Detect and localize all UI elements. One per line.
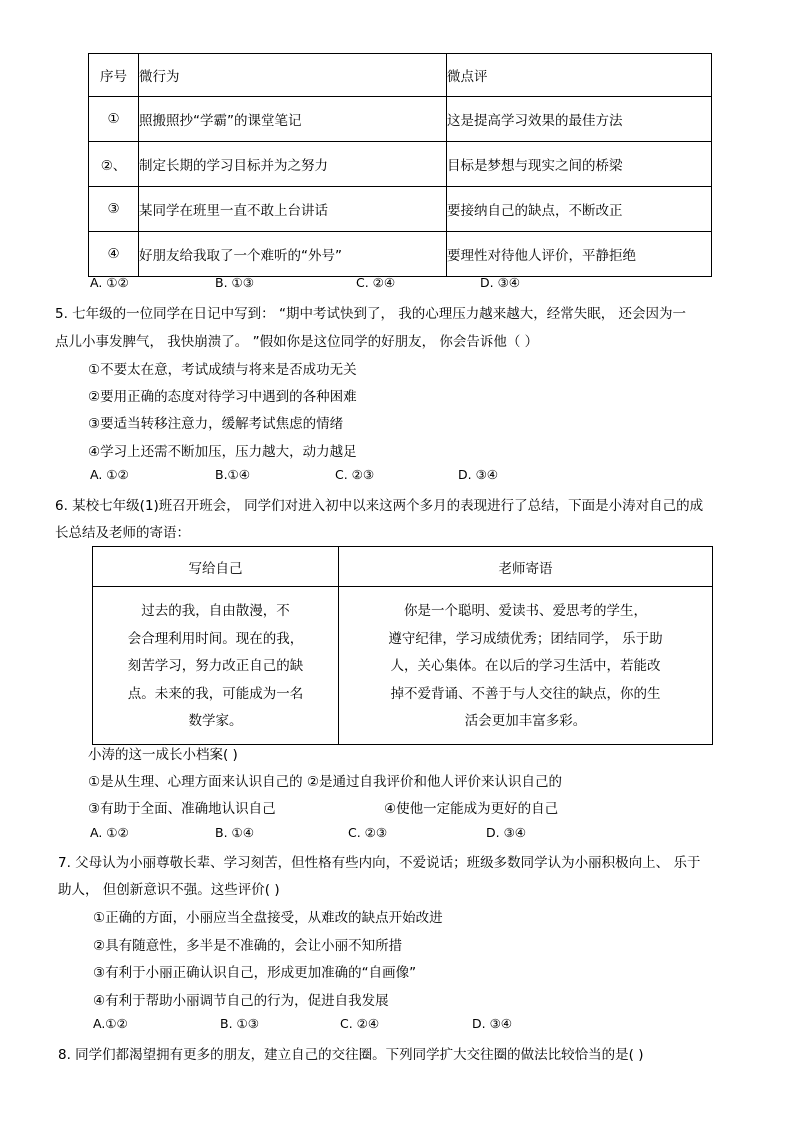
- teacher-note-line: 遵守纪律，学习成绩优秀；团结同学， 乐于助: [388, 630, 663, 647]
- q5-item-2: ②要用正确的态度对待学习中遇到的各种困难: [88, 389, 357, 405]
- header-teacher: 老师寄语: [339, 547, 713, 587]
- q6-stem-line2: 长总结及老师的寄语：: [55, 525, 190, 541]
- q7-option-b: B. ①③: [220, 1016, 259, 1031]
- q6-item-3: ③有助于全面、准确地认识自己: [88, 801, 276, 817]
- row-behavior: 好朋友给我取了一个难听的“外号”: [139, 232, 447, 277]
- q7-option-c: C. ②④: [340, 1016, 380, 1031]
- q6-stem-line1: 6. 某校七年级(1)班召开班会， 同学们对进入初中以来这两个多月的表现进行了总结，下面是小涛对自己的成: [55, 498, 704, 514]
- growth-table: [92, 546, 713, 745]
- q6-option-d: D. ③④: [486, 825, 526, 840]
- growth-table-header: [93, 547, 713, 587]
- table-row: [89, 97, 712, 142]
- q6-option-b: B. ①④: [215, 825, 254, 840]
- self-note-line: 数学家。: [188, 713, 243, 729]
- q7-item-4: ④有利于帮助小丽调节自己的行为，促进自我发展: [93, 993, 389, 1009]
- q7-option-d: D. ③④: [472, 1016, 512, 1031]
- row-behavior: 某同学在班里一直不敢上台讲话: [139, 187, 447, 232]
- q7-option-a: A.①②: [93, 1016, 128, 1031]
- teacher-note-line: 掉不爱背诵、不善于与人交往的缺点，你的生: [390, 685, 661, 702]
- self-note-cell: [93, 587, 339, 745]
- q4-option-a: A. ①②: [90, 275, 129, 290]
- row-comment: 要接纳自己的缺点，不断改正: [447, 187, 712, 232]
- table-header-row: [89, 54, 712, 97]
- row-comment: 目标是梦想与现实之间的桥梁: [447, 142, 712, 187]
- table-row: [89, 142, 712, 187]
- header-behavior: 微行为: [139, 54, 447, 97]
- q5-item-1: ①不要太在意，考试成绩与将来是否成功无关: [88, 362, 357, 378]
- row-number: ③: [89, 187, 139, 232]
- q4-option-c: C. ②④: [356, 275, 396, 290]
- q5-option-c: C. ②③: [335, 467, 375, 482]
- teacher-note-line: 活会更加丰富多彩。: [464, 713, 587, 729]
- q6-stem: 小涛的这一成长小档案( ): [88, 747, 238, 763]
- row-number: ④: [89, 232, 139, 277]
- growth-table-body: [93, 587, 713, 745]
- q7-stem-line2: 助人， 但创新意识不强。这些评价( ): [58, 882, 280, 898]
- q4-option-b: B. ①③: [215, 275, 254, 290]
- header-self: 写给自己: [93, 547, 339, 587]
- row-comment: 这是提高学习效果的最佳方法: [447, 97, 712, 142]
- q5-item-3: ③要适当转移注意力，缓解考试焦虑的情绪: [88, 416, 344, 432]
- self-note-line: 过去的我，自由散漫，不: [141, 603, 290, 619]
- q8-stem-line1: 8. 同学们都渴望拥有更多的朋友，建立自己的交往圈。下列同学扩大交往圈的做法比较恰当的是( ): [58, 1047, 644, 1063]
- table-row: [89, 187, 712, 232]
- teacher-note-line: 人，关心集体。在以后的学习生活中，若能改: [390, 658, 661, 674]
- q4-option-d: D. ③④: [480, 275, 520, 290]
- teacher-note-line: 你是一个聪明、爱读书、爱思考的学生，: [404, 603, 647, 619]
- row-number: ①: [89, 97, 139, 142]
- header-comment: 微点评: [447, 54, 712, 97]
- q5-item-4: ④学习上还需不断加压，压力越大，动力越足: [88, 444, 357, 460]
- q5-option-b: B.①④: [215, 467, 250, 482]
- self-note-line: 点。未来的我，可能成为一名: [127, 685, 304, 702]
- row-number: ②、: [89, 142, 139, 187]
- q7-item-3: ③有利于小丽正确认识自己，形成更加准确的“自画像”: [93, 965, 417, 981]
- row-comment: 要理性对待他人评价，平静拒绝: [447, 232, 712, 277]
- row-behavior: 照搬照抄“学霸”的课堂笔记: [139, 97, 447, 142]
- q7-item-2: ②具有随意性，多半是不准确的，会让小丽不知所措: [93, 938, 403, 954]
- self-note-line: 会合理利用时间。现在的我，: [127, 630, 304, 647]
- q6-items-1-2: ①是从生理、心理方面来认识自己的 ②是通过自我评价和他人评价来认识自己的: [88, 774, 562, 790]
- header-number: 序号: [89, 54, 139, 97]
- table-row: [89, 232, 712, 277]
- q5-stem-line2: 点儿小事发脾气， 我快崩溃了。 ”假如你是这位同学的好朋友， 你会告诉他（ ）: [55, 334, 539, 350]
- q5-option-d: D. ③④: [458, 467, 498, 482]
- q6-option-a: A. ①②: [90, 825, 129, 840]
- q6-option-c: C. ②③: [348, 825, 388, 840]
- q5-option-a: A. ①②: [90, 467, 129, 482]
- q6-item-4: ④使他一定能成为更好的自己: [384, 801, 559, 817]
- q7-item-1: ①正确的方面，小丽应当全盘接受，从难改的缺点开始改进: [93, 910, 443, 926]
- row-behavior: 制定长期的学习目标并为之努力: [139, 142, 447, 187]
- behavior-table: [88, 53, 712, 277]
- q5-stem-line1: 5. 七年级的一位同学在日记中写到： “期中考试快到了， 我的心理压力越来越大，经常失眠， 还会因为一: [55, 306, 687, 322]
- teacher-note-cell: [339, 587, 713, 745]
- self-note-line: 刻苦学习，努力改正自己的缺: [127, 658, 304, 674]
- q7-stem-line1: 7. 父母认为小丽尊敬长辈、学习刻苦，但性格有些内向，不爱说话；班级多数同学认为小丽积极向上、 乐于: [58, 855, 701, 871]
